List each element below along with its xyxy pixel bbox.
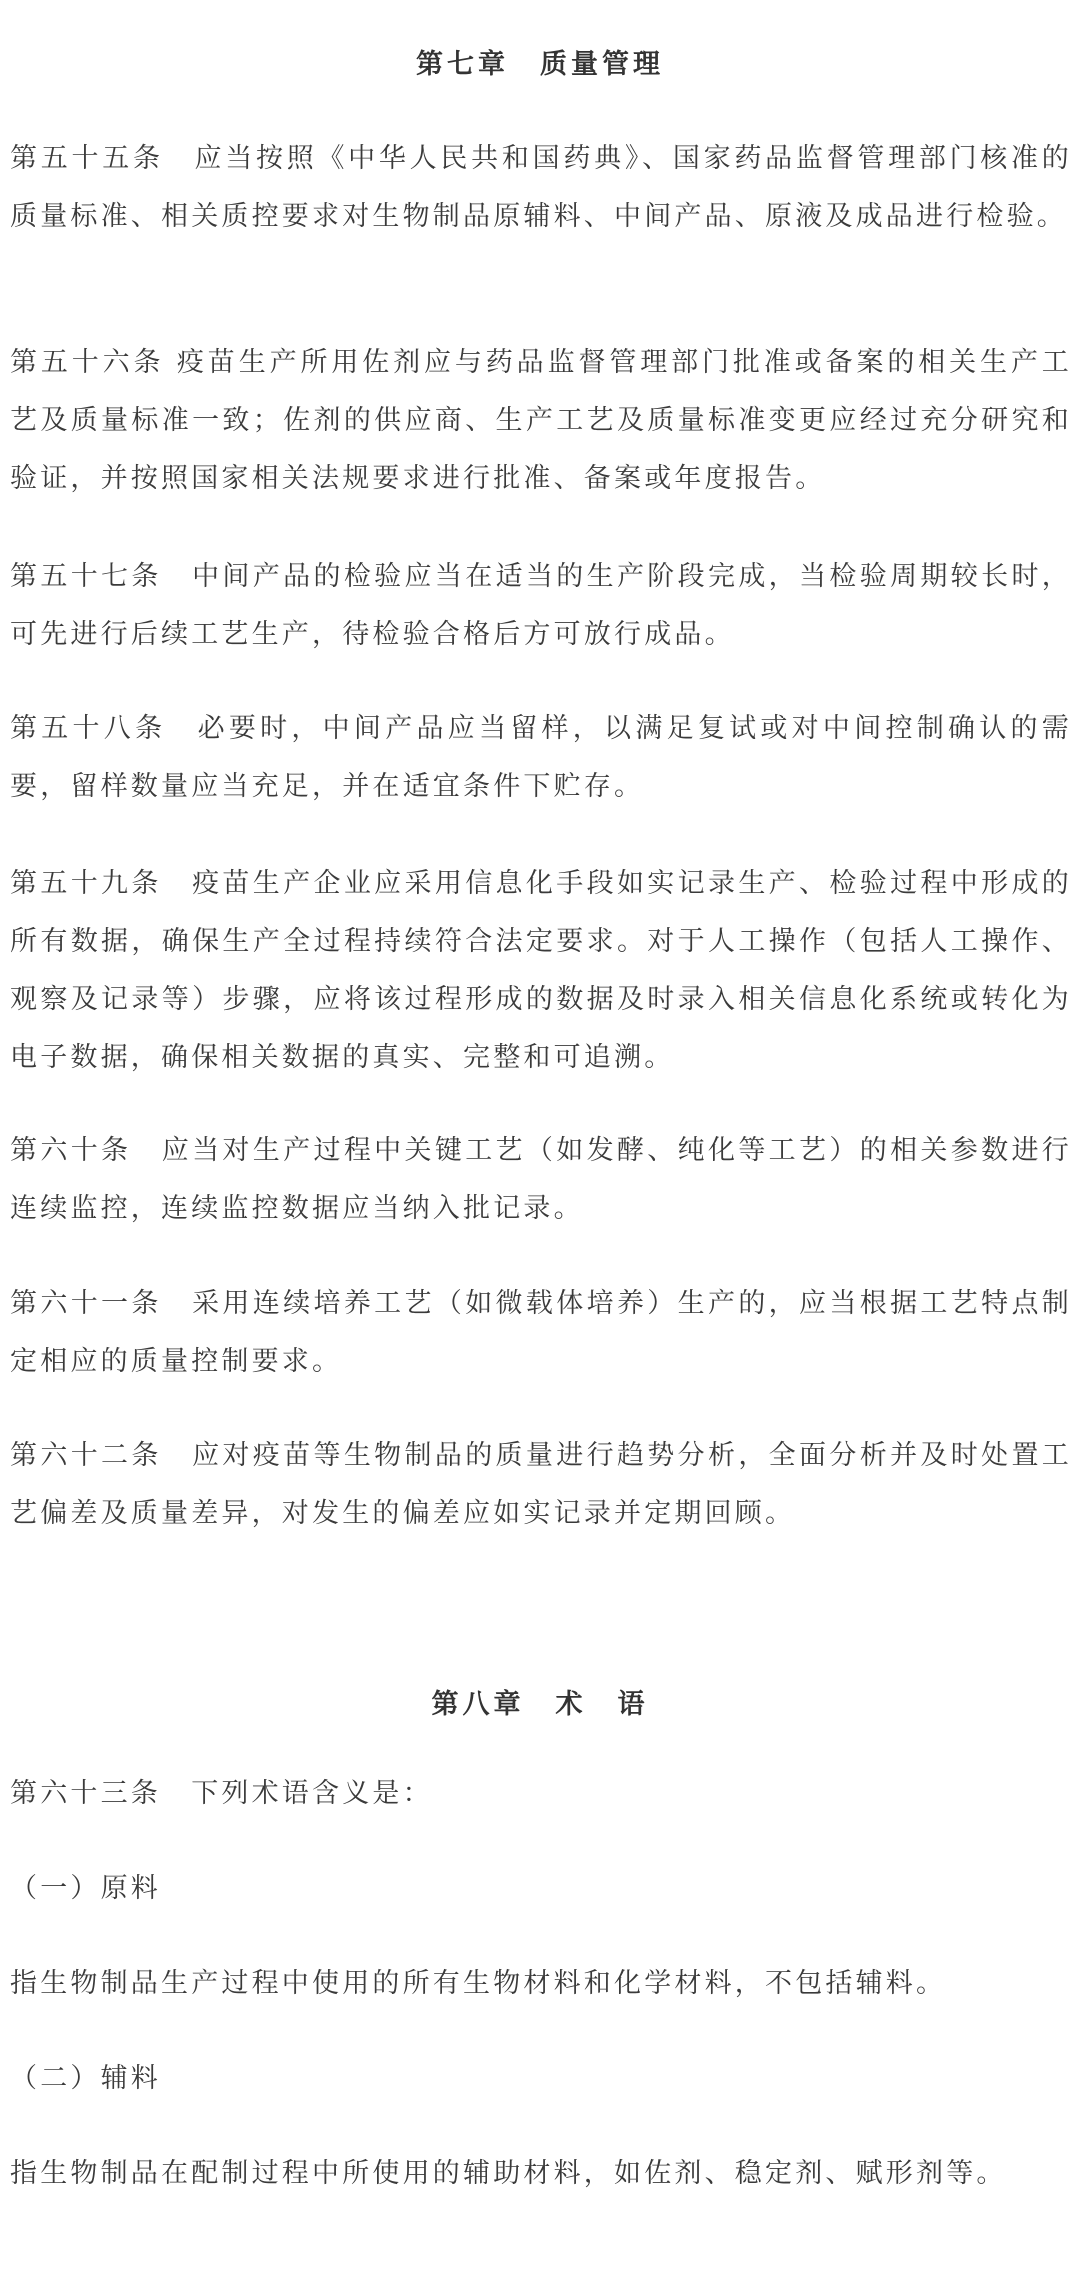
article-61: 第六十一条 采用连续培养工艺（如微载体培养）生产的，应当根据工艺特点制定相应的质量控制要求。 <box>10 1288 1072 1377</box>
chapter-8-title: 第八章 术 语 <box>431 1689 649 1720</box>
article-55: 第五十五条 应当按照《中华人民共和国药典》、国家药品监督管理部门核准的质量标准、相关质控要求对生物制品原辅料、中间产品、原液及成品进行检验。 <box>10 143 1072 232</box>
article-58: 第五十八条 必要时，中间产品应当留样，以满足复试或对中间控制确认的需要，留样数量应当充足，并在适宜条件下贮存。 <box>10 713 1072 802</box>
article-56: 第五十六条 疫苗生产所用佐剂应与药品监督管理部门批准或备案的相关生产工艺及质量标准一致；佐剂的供应商、生产工艺及质量标准变更应经过充分研究和验证，并按照国家相关法规要求进行批准、备案或年度报告。 <box>10 347 1072 494</box>
article-60: 第六十条 应当对生产过程中关键工艺（如发酵、纯化等工艺）的相关参数进行连续监控，连续监控数据应当纳入批记录。 <box>10 1135 1072 1224</box>
term-heading-raw-material: （一）原料 <box>10 1873 161 1904</box>
term-definition-excipient: 指生物制品在配制过程中所使用的辅助材料，如佐剂、稳定剂、赋形剂等。 <box>10 2158 1007 2189</box>
term-definition-raw-material: 指生物制品生产过程中使用的所有生物材料和化学材料，不包括辅料。 <box>10 1968 947 1999</box>
article-57: 第五十七条 中间产品的检验应当在适当的生产阶段完成，当检验周期较长时，可先进行后续工艺生产，待检验合格后方可放行成品。 <box>10 561 1072 650</box>
chapter-7-title: 第七章 质量管理 <box>416 49 664 80</box>
article-63-intro: 第六十三条 下列术语含义是： <box>10 1778 433 1809</box>
term-heading-excipient: （二）辅料 <box>10 2063 161 2094</box>
article-62: 第六十二条 应对疫苗等生物制品的质量进行趋势分析，全面分析并及时处置工艺偏差及质量差异，对发生的偏差应如实记录并定期回顾。 <box>10 1440 1072 1529</box>
article-59: 第五十九条 疫苗生产企业应采用信息化手段如实记录生产、检验过程中形成的所有数据，确保生产全过程持续符合法定要求。对于人工操作（包括人工操作、观察及记录等）步骤，应将该过程形成的数据及时录入相关信息化系统或转化为电子数据，确保相关数据的真实、完整和可追溯。 <box>10 868 1072 1073</box>
